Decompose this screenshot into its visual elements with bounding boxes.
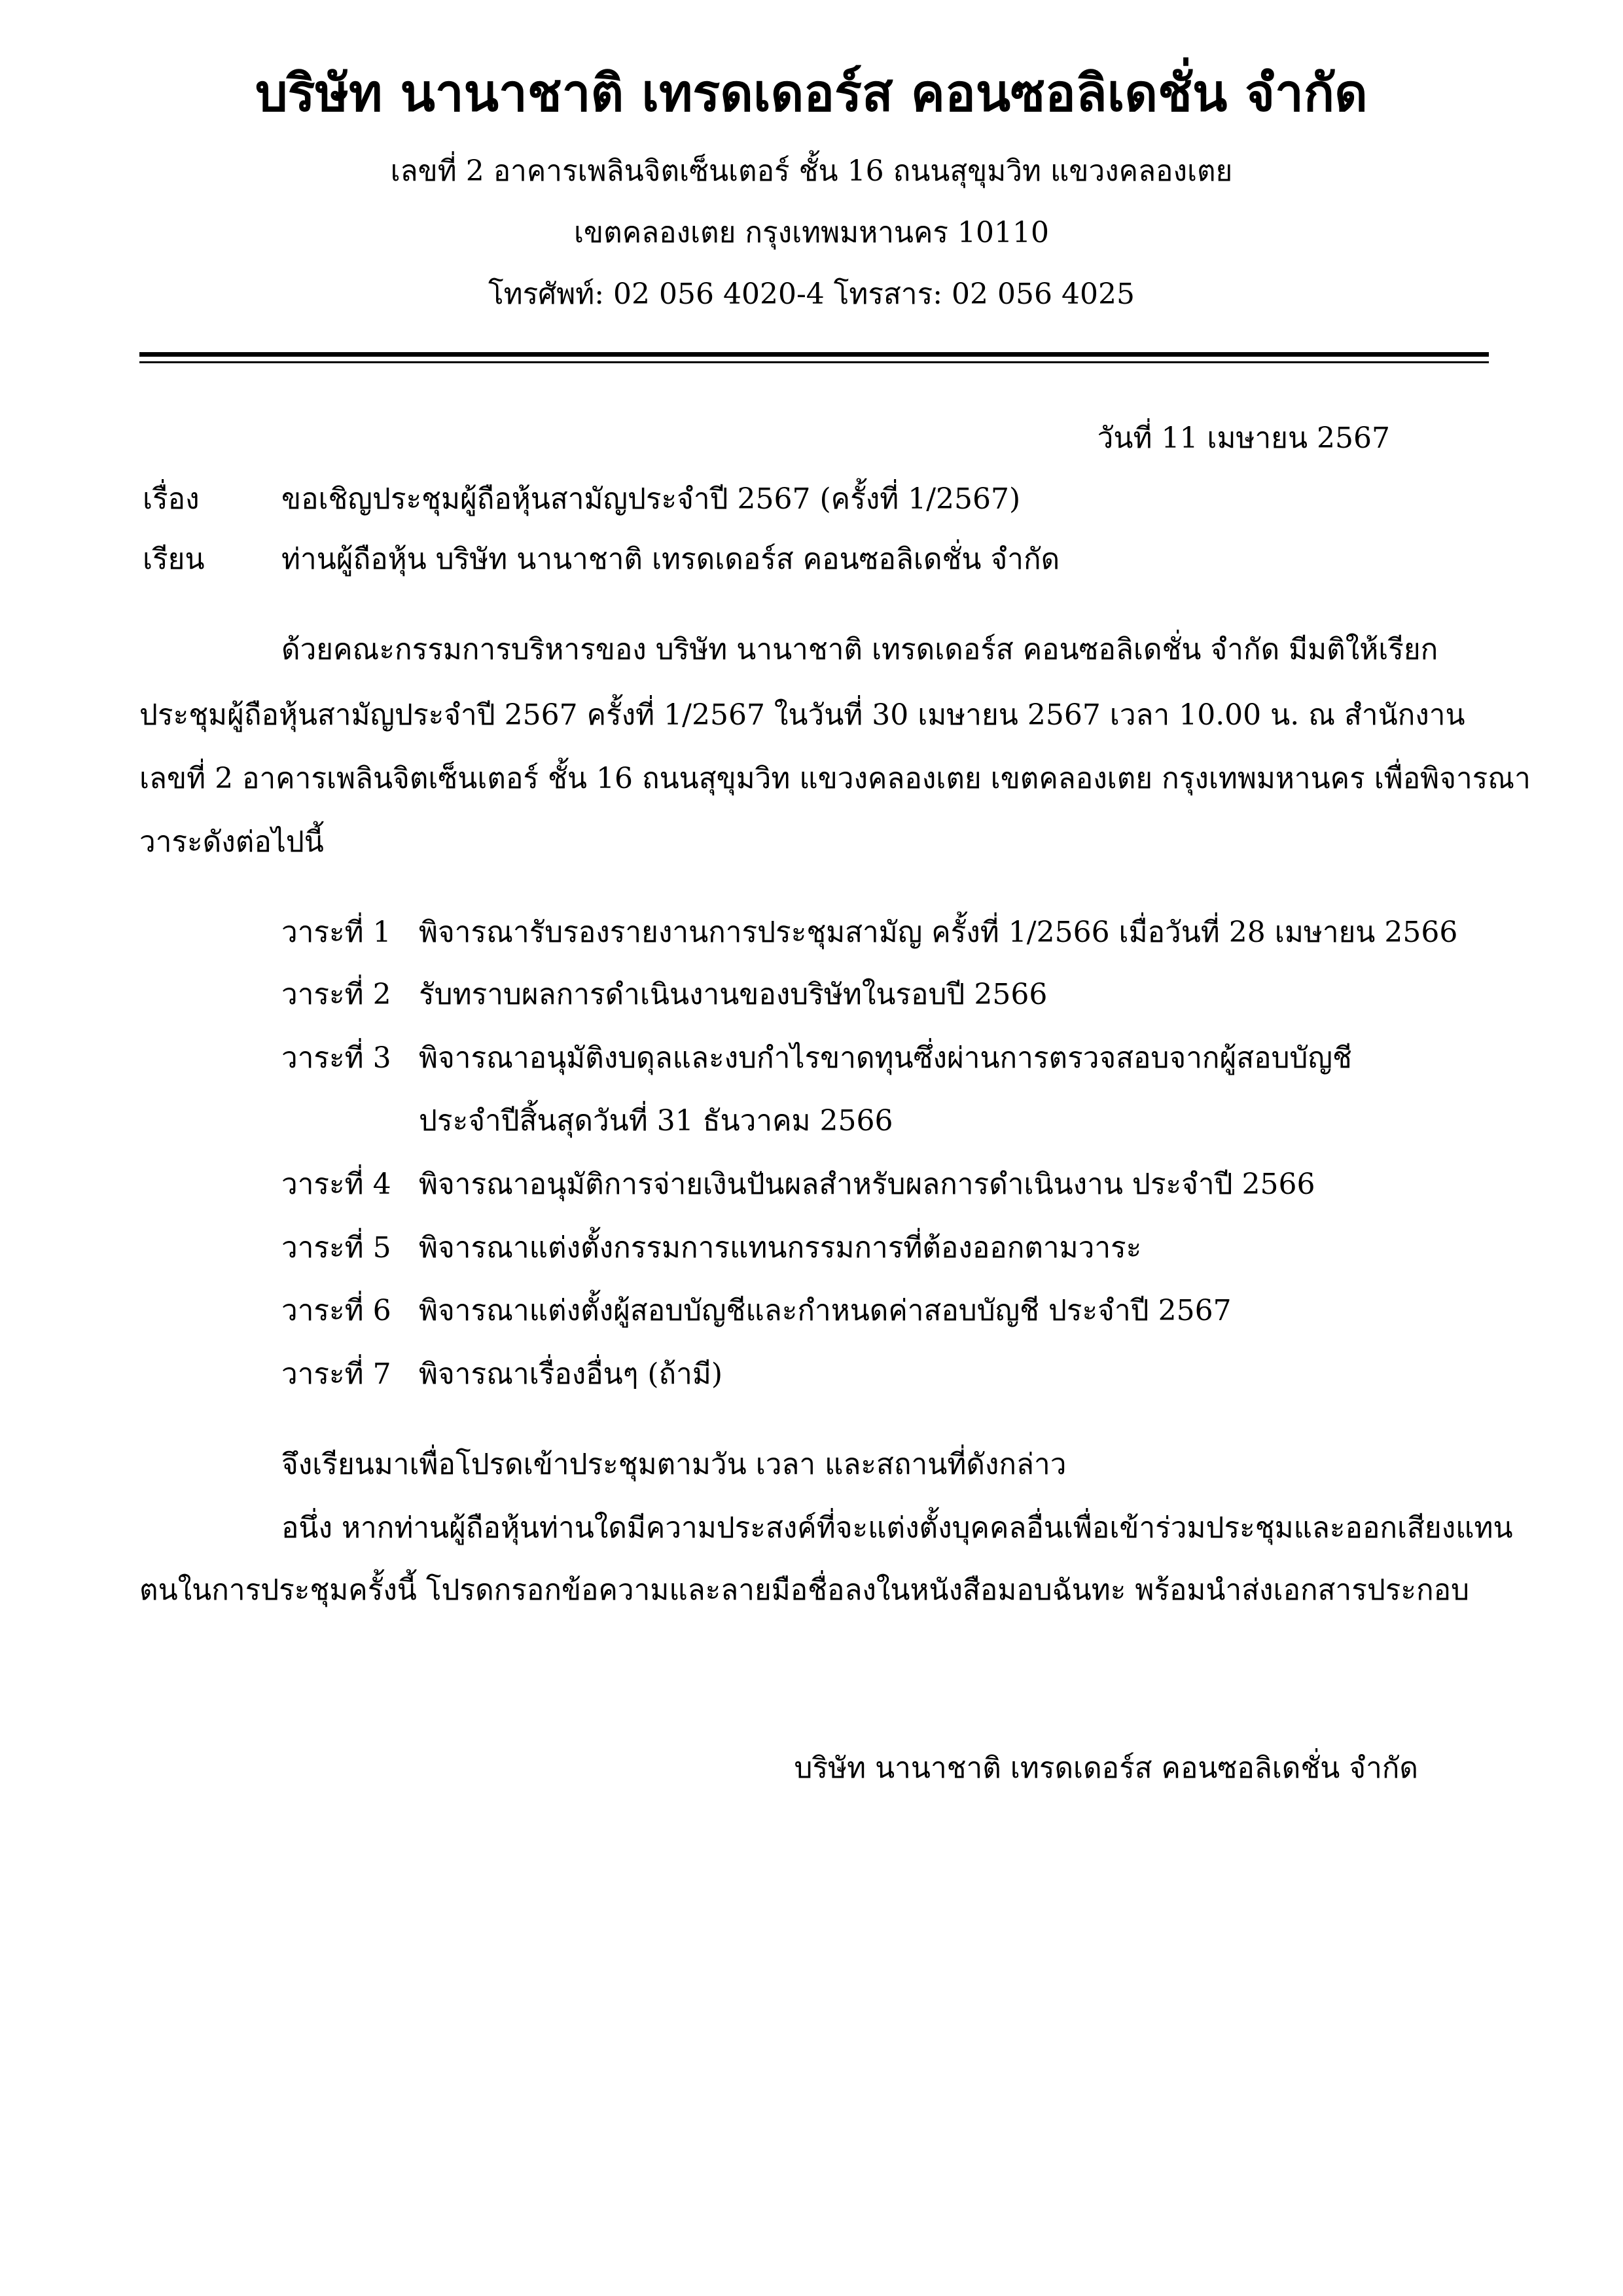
agenda-item	[281, 1291, 1232, 1331]
agenda-item	[281, 1229, 1141, 1268]
address-line-1: เลขที่ 2 อาคารเพลินจิตเซ็นเตอร์ ชั้น 16 ถนนสุขุมวิท แขวงคลองเตย	[390, 154, 1233, 188]
agenda-item	[281, 913, 1457, 952]
company-name: บริษัท นานาชาติ เทรดเดอร์ส คอนซอลิเดชั่น จำกัด	[255, 63, 1368, 123]
agenda-item	[281, 1355, 722, 1394]
recipient-text: ท่านผู้ถือหุ้น บริษัท นานาชาติ เทรดเดอร์ส คอนซอลิเดชั่น จำกัด	[281, 543, 1060, 576]
recipient-label: เรียน	[143, 543, 205, 576]
agenda-text: พิจารณาอนุมัติงบดุลและงบกำไรขาดทุนซึ่งผ่านการตรวจสอบจากผู้สอบบัญชี	[419, 1041, 1352, 1075]
closing-line: ตนในการประชุมครั้งนี้ โปรดกรอกข้อความและลายมือชื่อลงในหนังสือมอบฉันทะ พร้อมนำส่งเอกสารประกอบ	[139, 1573, 1470, 1607]
closing-line: อนึ่ง หากท่านผู้ถือหุ้นท่านใดมีความประสงค์ที่จะแต่งตั้งบุคคลอื่นเพื่อเข้าร่วมประชุมและออกเสียงแทน	[281, 1511, 1513, 1545]
agenda-number: วาระที่ 4	[281, 1168, 391, 1201]
agenda-text: รับทราบผลการดำเนินงานของบริษัทในรอบปี 2566	[419, 978, 1048, 1011]
signature-company-name: บริษัท นานาชาติ เทรดเดอร์ส คอนซอลิเดชั่น จำกัด	[794, 1751, 1418, 1785]
agenda-number: วาระที่ 6	[281, 1294, 391, 1327]
intro-line: ด้วยคณะกรรมการบริหารของ บริษัท นานาชาติ เทรดเดอร์ส คอนซอลิเดชั่น จำกัด มีมติให้เรียก	[281, 633, 1438, 666]
agenda-number: วาระที่ 1	[281, 916, 391, 949]
agenda-text: พิจารณาเรื่องอื่นๆ (ถ้ามี)	[419, 1357, 723, 1391]
intro-line: ประชุมผู้ถือหุ้นสามัญประจำปี 2567 ครั้งที่ 1/2567 ในวันที่ 30 เมษายน 2567 เวลา 10.00 น. ณ สำนักงาน	[139, 698, 1465, 732]
agenda-number: วาระที่ 3	[281, 1041, 391, 1075]
agenda-item	[281, 975, 1047, 1014]
intro-line: วาระดังต่อไปนี้	[139, 825, 324, 859]
subject-label: เรื่อง	[143, 482, 200, 516]
agenda-number: วาระที่ 5	[281, 1231, 391, 1265]
agenda-number: วาระที่ 7	[281, 1357, 391, 1391]
agenda-text: พิจารณาแต่งตั้งกรรมการแทนกรรมการที่ต้องออกตามวาระ	[419, 1231, 1142, 1265]
agenda-text-continued: ประจำปีสิ้นสุดวันที่ 31 ธันวาคม 2566	[419, 1104, 893, 1138]
agenda-text: พิจารณาแต่งตั้งผู้สอบบัญชีและกำหนดค่าสอบบัญชี ประจำปี 2567	[419, 1294, 1232, 1327]
agenda-item	[281, 1165, 1315, 1204]
contact-line: โทรศัพท์: 02 056 4020-4 โทรสาร: 02 056 4025	[488, 278, 1135, 311]
agenda-item	[281, 1039, 1352, 1078]
intro-line: เลขที่ 2 อาคารเพลินจิตเซ็นเตอร์ ชั้น 16 ถนนสุขุมวิท แขวงคลองเตย เขตคลองเตย กรุงเทพมหานคร เพื่อพิจารณา	[139, 762, 1531, 795]
agenda-text: พิจารณารับรองรายงานการประชุมสามัญ ครั้งที่ 1/2566 เมื่อวันที่ 28 เมษายน 2566	[419, 916, 1458, 949]
agenda-number: วาระที่ 2	[281, 978, 391, 1011]
address-line-2: เขตคลองเตย กรุงเทพมหานคร 10110	[574, 216, 1049, 249]
header-divider-thick	[139, 352, 1489, 357]
agenda-text: พิจารณาอนุมัติการจ่ายเงินปันผลสำหรับผลการดำเนินงาน ประจำปี 2566	[419, 1168, 1315, 1201]
letter-date: วันที่ 11 เมษายน 2567	[1097, 422, 1390, 455]
subject-text: ขอเชิญประชุมผู้ถือหุ้นสามัญประจำปี 2567 (ครั้งที่ 1/2567)	[281, 482, 1021, 516]
header-divider-thin	[139, 361, 1489, 363]
closing-line: จึงเรียนมาเพื่อโปรดเข้าประชุมตามวัน เวลา และสถานที่ดังกล่าว	[281, 1448, 1067, 1481]
